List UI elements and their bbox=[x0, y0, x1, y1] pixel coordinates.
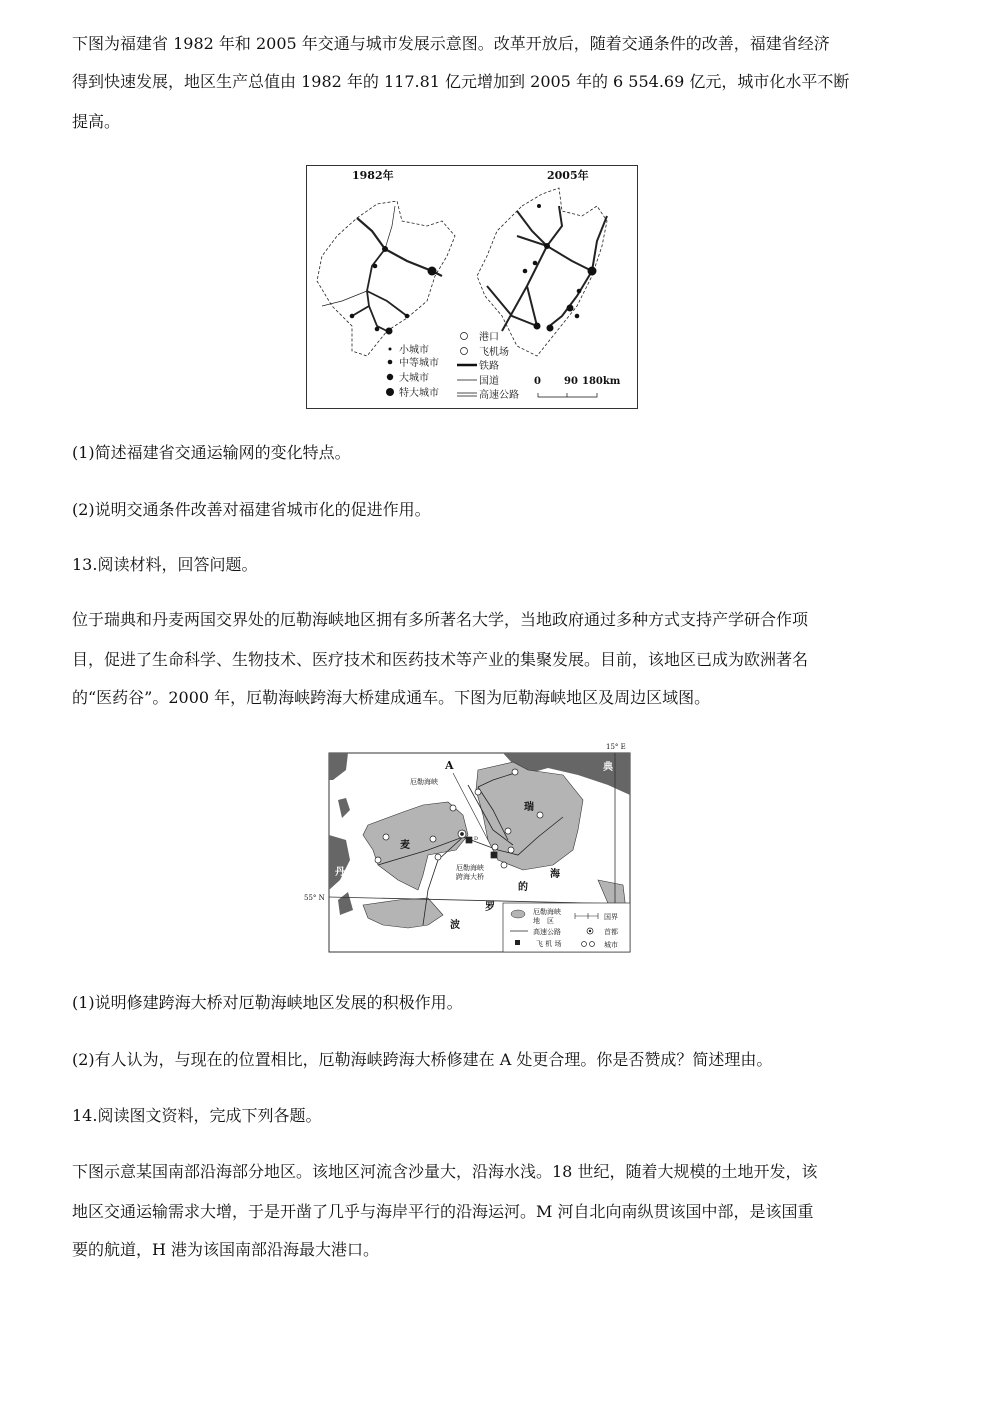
map-shape bbox=[430, 836, 436, 842]
map-label: 小城市 bbox=[399, 345, 429, 356]
latitude-label: 55° N bbox=[304, 894, 325, 902]
map-shape bbox=[523, 269, 528, 274]
map-shape bbox=[577, 289, 582, 294]
map-shape bbox=[383, 834, 389, 840]
map-shape bbox=[461, 348, 468, 355]
map-legend bbox=[503, 903, 630, 952]
map-shape bbox=[575, 314, 580, 319]
map-label: 飞机场 bbox=[479, 347, 509, 358]
map-shape bbox=[544, 243, 550, 249]
map-label: 中等城市 bbox=[399, 358, 439, 369]
text-line: 下图示意某国南部沿海部分地区。该地区河流含沙量大，沿海水浅。18 世纪，随着大规模的土地开发，该 bbox=[72, 1162, 818, 1181]
map-shape bbox=[386, 388, 394, 396]
map-shape bbox=[466, 837, 472, 843]
map-shape bbox=[567, 305, 574, 312]
baltic-label-1: 波 bbox=[450, 920, 460, 931]
map-title-2005: 2005年 bbox=[547, 169, 589, 182]
map-label: 高速公路 bbox=[479, 390, 519, 401]
map-shape bbox=[533, 261, 538, 266]
q13-part2: (2)有人认为，与现在的位置相比，厄勒海峡跨海大桥修建在 A 处更合理。你是否赞成？简述理由。 bbox=[72, 1050, 773, 1069]
map-label: 城市 bbox=[604, 941, 618, 949]
map-shape bbox=[508, 847, 514, 853]
map-shape bbox=[435, 854, 441, 860]
map-shape bbox=[501, 862, 507, 868]
text-line: 得到快速发展，地区生产总值由 1982 年的 117.81 亿元增加到 2005 年的 6 554.69 亿元，城市化水平不断 bbox=[72, 72, 850, 91]
map-label: 首都 bbox=[604, 928, 618, 936]
text-line: 目，促进了生命科学、生物技术、医疗技术和医药技术等产业的集聚发展。目前，该地区已成为欧洲著名 bbox=[72, 650, 809, 669]
map-shape bbox=[537, 812, 543, 818]
text-line: 提高。 bbox=[72, 112, 121, 131]
map-shape bbox=[352, 249, 407, 331]
map-shape bbox=[511, 910, 525, 918]
map-shape bbox=[512, 769, 518, 775]
q12-part2: (2)说明交通条件改善对福建省城市化的促进作用。 bbox=[72, 500, 431, 519]
q13-heading: 13.阅读材料，回答问题。 bbox=[72, 555, 258, 574]
text-line: 地区交通运输需求大增，于是开凿了几乎与海岸平行的沿海运河。M 河自北向南纵贯该国中部，是该国重 bbox=[72, 1202, 814, 1221]
map-1982-cities bbox=[350, 246, 437, 335]
map-label: 高速公路 bbox=[533, 928, 561, 936]
text-line: 要的航道，H 港为该国南部沿海最大港口。 bbox=[72, 1240, 380, 1259]
denmark-label-2: 麦 bbox=[400, 840, 410, 851]
sweden-label-2: 典 bbox=[603, 762, 613, 773]
map-shape bbox=[389, 348, 392, 351]
baltic-label-4: 海 bbox=[550, 869, 560, 880]
d-label: D bbox=[474, 836, 479, 842]
map-shape bbox=[428, 267, 437, 276]
map-legend bbox=[386, 330, 621, 401]
map-shape bbox=[387, 374, 393, 380]
longitude-label: 15° E bbox=[606, 743, 626, 751]
map-shape bbox=[461, 833, 464, 836]
map-shape bbox=[588, 267, 597, 276]
map-2005 bbox=[477, 188, 607, 356]
map-shape bbox=[386, 328, 393, 335]
map-label: 国界 bbox=[604, 913, 618, 921]
map-shape bbox=[538, 393, 597, 397]
map-shape bbox=[590, 942, 595, 947]
map-shape bbox=[477, 188, 607, 356]
map-shape bbox=[461, 333, 468, 340]
map-label: 90 bbox=[564, 376, 578, 387]
map-shape bbox=[322, 206, 395, 306]
map-label: 飞 机 场 bbox=[536, 940, 562, 948]
map-shape bbox=[547, 325, 554, 332]
map-label: 铁路 bbox=[479, 361, 499, 372]
map-shape bbox=[375, 327, 380, 332]
map-label: 180km bbox=[582, 376, 621, 387]
map-shape bbox=[357, 218, 442, 276]
map-shape bbox=[582, 942, 587, 947]
sweden-label-1: 瑞 bbox=[524, 802, 534, 813]
map-label: 港口 bbox=[479, 332, 499, 343]
text-line: 下图为福建省 1982 年和 2005 年交通与城市发展示意图。改革开放后，随着交通条件的改善，福建省经济 bbox=[72, 34, 830, 53]
map-shape bbox=[373, 264, 378, 269]
map-shape bbox=[515, 940, 520, 945]
bridge-label-1: 厄勒海峡 bbox=[456, 864, 484, 872]
text-line: 的“医药谷”。2000 年，厄勒海峡跨海大桥建成通车。下图为厄勒海峡地区及周边区域图。 bbox=[72, 688, 711, 707]
map-label: 大城市 bbox=[399, 373, 429, 384]
map-label: 地 区 bbox=[533, 917, 554, 925]
map-shape bbox=[534, 323, 541, 330]
baltic-label-2: 罗 bbox=[485, 902, 495, 913]
map-shape bbox=[388, 360, 393, 365]
bridge-label-2: 跨海大桥 bbox=[456, 873, 484, 881]
map-label: 厄勒海峡 bbox=[533, 908, 561, 916]
oresund-map-figure bbox=[300, 740, 632, 954]
q14-heading: 14.阅读图文资料，完成下列各题。 bbox=[72, 1106, 322, 1125]
q13-part1: (1)说明修建跨海大桥对厄勒海峡地区发展的积极作用。 bbox=[72, 993, 463, 1012]
denmark-label-1: 丹 bbox=[335, 867, 345, 878]
q12-part1: (1)简述福建省交通运输网的变化特点。 bbox=[72, 443, 351, 462]
map-shape bbox=[350, 314, 355, 319]
map-label: 0 bbox=[534, 376, 541, 387]
map-shape bbox=[450, 805, 456, 811]
map-shape bbox=[491, 852, 497, 858]
map-shape bbox=[375, 857, 381, 863]
map-shape bbox=[382, 246, 388, 252]
fujian-transport-map-figure bbox=[306, 165, 638, 409]
map-title-1982: 1982年 bbox=[352, 169, 394, 182]
strait-label: 厄勒海峡 bbox=[410, 778, 438, 786]
map-label: 国道 bbox=[479, 376, 499, 387]
point-a-label: A bbox=[445, 759, 454, 772]
map-shape bbox=[505, 828, 511, 834]
map-shape bbox=[329, 743, 630, 952]
map-shape bbox=[589, 930, 591, 932]
map-shape bbox=[537, 204, 541, 208]
map-shape bbox=[492, 844, 498, 850]
baltic-label-3: 的 bbox=[518, 882, 528, 893]
map-shape bbox=[405, 314, 410, 319]
map-label: 特大城市 bbox=[399, 388, 439, 399]
map-shape bbox=[475, 789, 481, 795]
text-line: 位于瑞典和丹麦两国交界处的厄勒海峡地区拥有多所著名大学，当地政府通过多种方式支持产学研合作项 bbox=[72, 610, 809, 629]
